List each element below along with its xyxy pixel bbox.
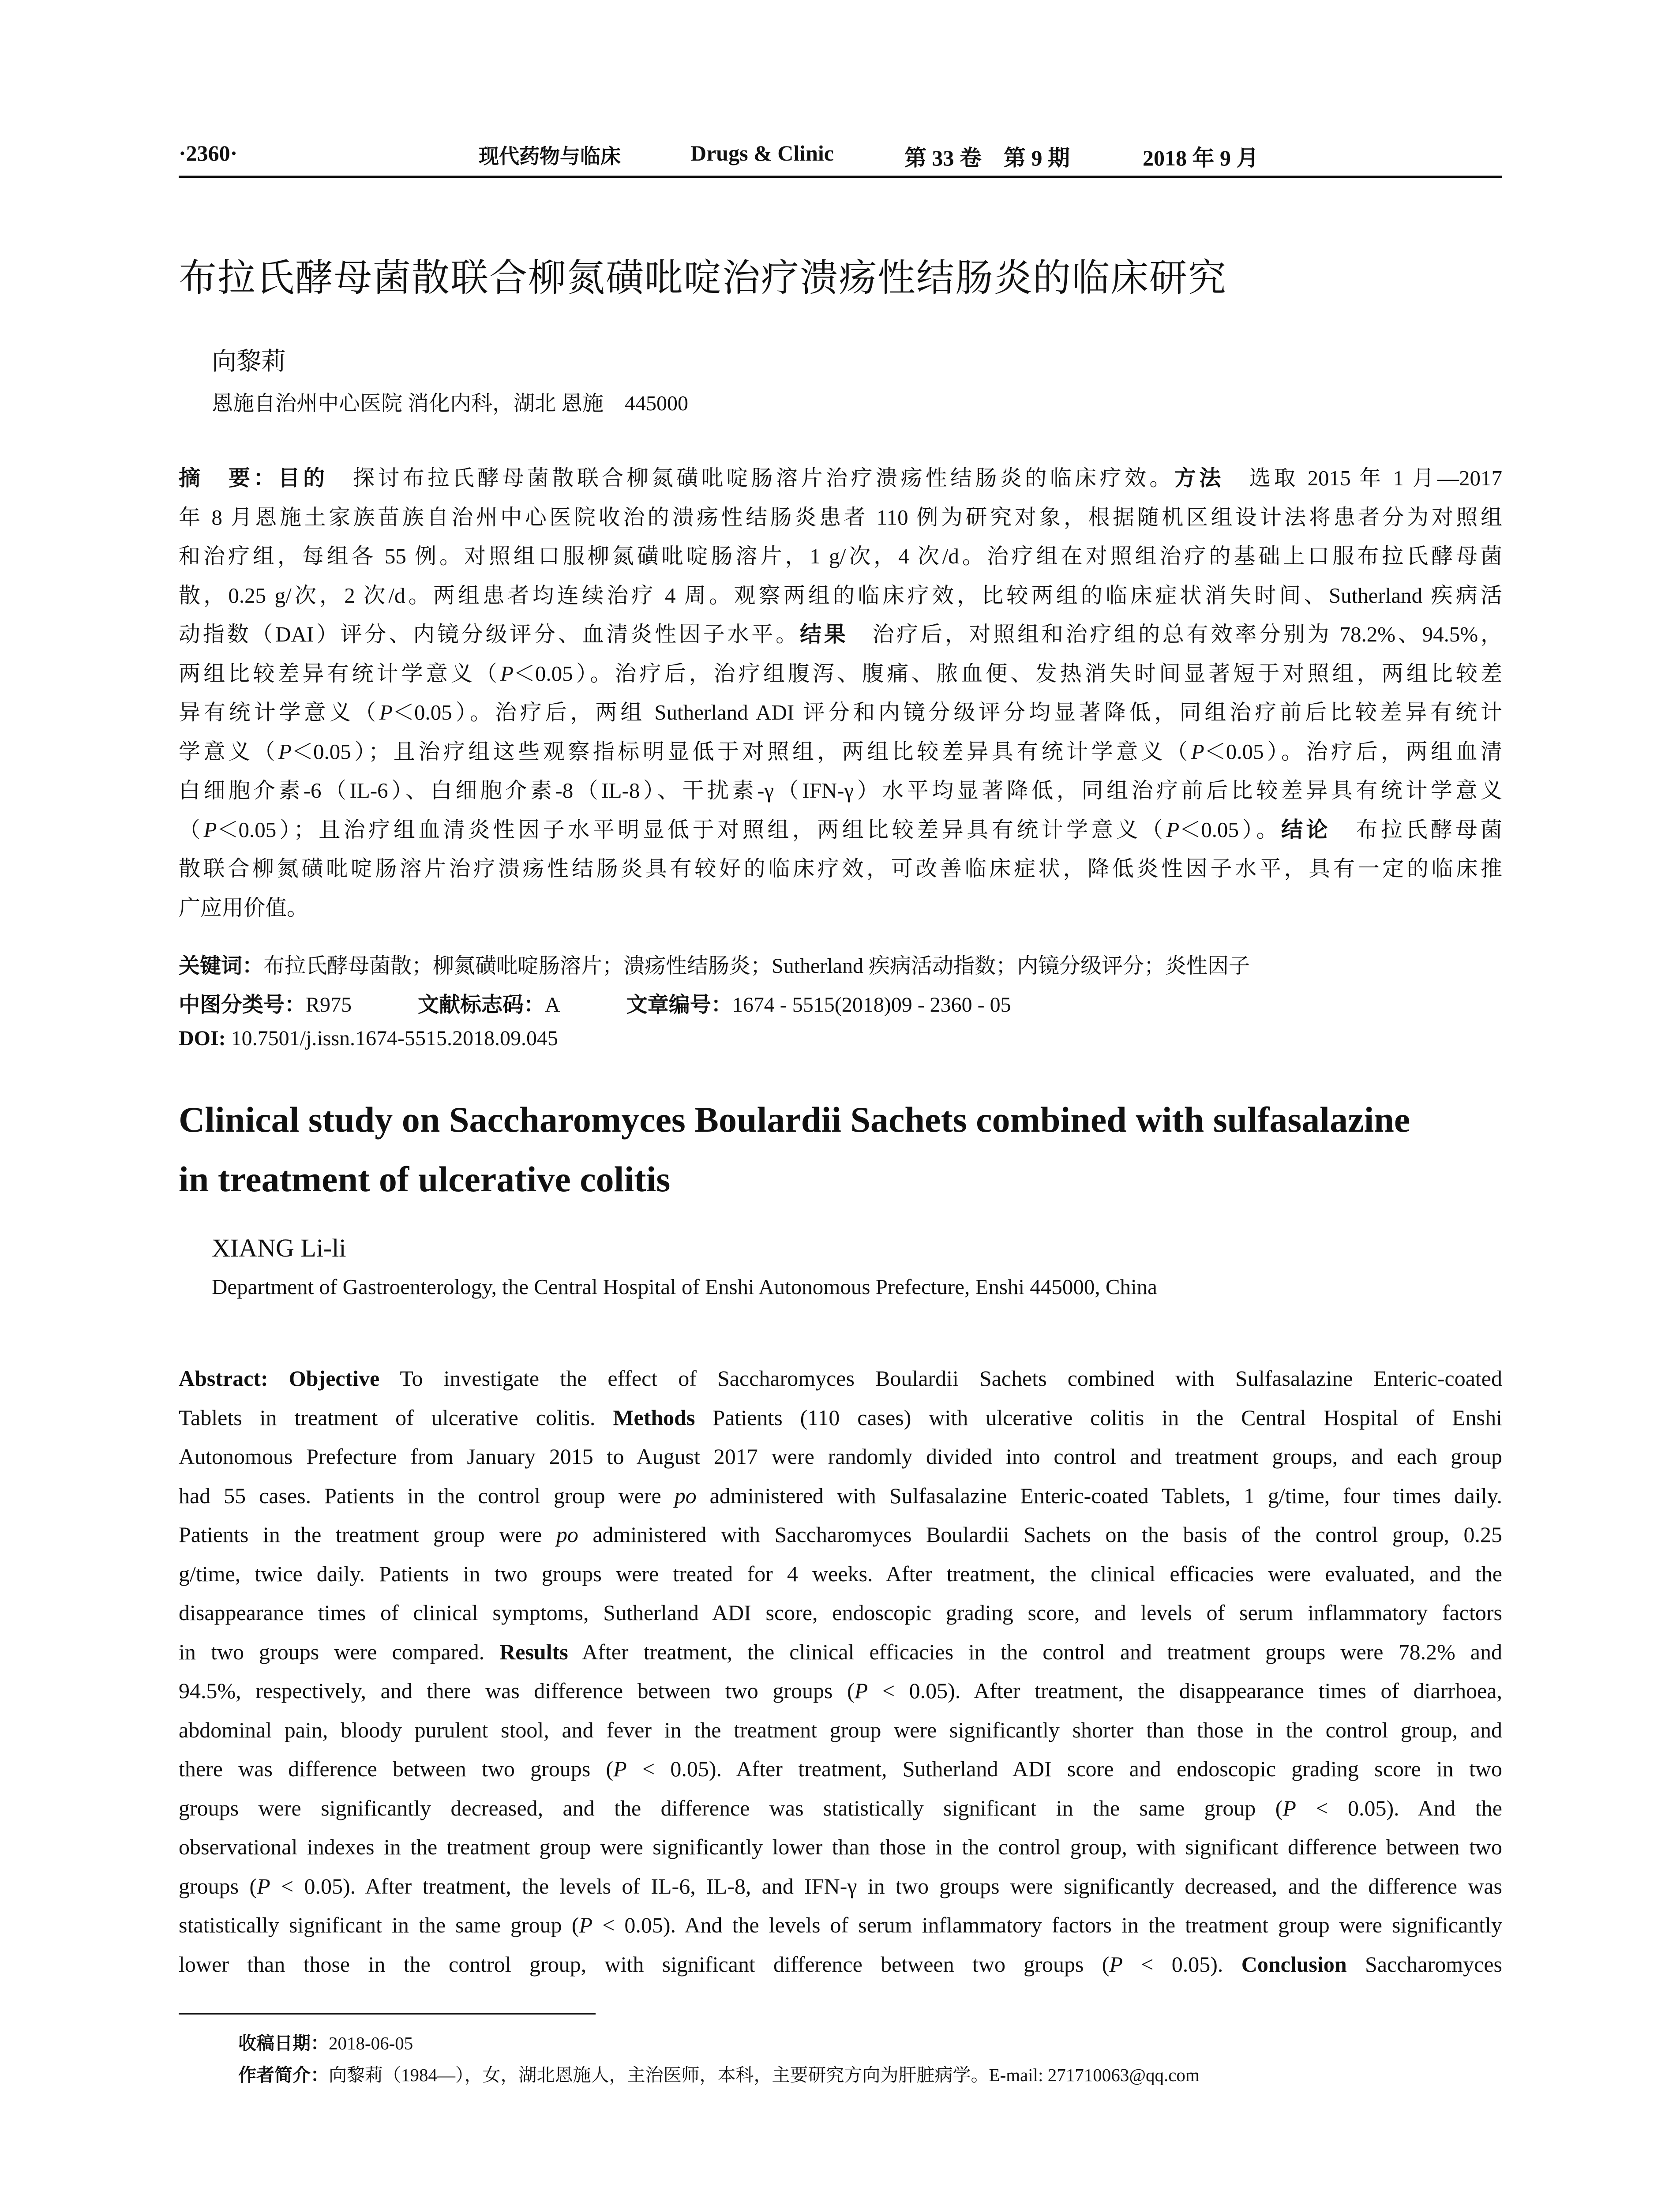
abstract-text: < 0.05).	[1122, 1951, 1241, 1977]
abstract-line	[179, 459, 1502, 498]
abstract-text: administered with Saccharomyces Boulardii Sachets on the basis of the control group, 0.25	[578, 1522, 1502, 1547]
abstract-heading: Methods	[613, 1405, 695, 1430]
abstract-text: 散联合柳氮磺吡啶肠溶片治疗溃疡性结肠炎具有较好的临床疗效，可改善临床症状，降低炎性因子水平，具有一定的临床推	[179, 856, 1502, 881]
affiliation-cn: 恩施自治州中心医院 消化内科，湖北 恩施 445000	[212, 392, 689, 415]
abstract-text: P	[500, 661, 514, 686]
article-no-label: 文章编号：	[626, 992, 732, 1017]
abstract-text: ＜0.05）。治疗后，两组 Sutherland ADI 评分和内镜分级评分均显著降低，同组治疗前后比较差异有统计	[392, 700, 1502, 724]
abstract-text: po	[556, 1522, 578, 1547]
journal-name-cn: 现代药物与临床	[479, 144, 621, 168]
abstract-text: groups were significantly decreased, and the difference was statistically significant in the same group (	[179, 1795, 1283, 1820]
footnote-rule	[179, 2013, 596, 2015]
abstract-text: groups (	[179, 1873, 257, 1898]
abstract-heading: Conclusion	[1241, 1951, 1347, 1977]
issue-date: 2018 年 9 月	[1143, 146, 1259, 170]
doi-value[interactable]: 10.7501/j.issn.1674-5515.2018.09.045	[231, 1027, 559, 1050]
abstract-text: P	[1109, 1951, 1123, 1977]
abstract-text: ＜0.05）。治疗后，治疗组腹泻、腹痛、脓血便、发热消失时间显著短于对照组，两组比较差	[513, 661, 1502, 686]
abstract-text: 学意义（	[179, 739, 279, 764]
abstract-line	[179, 576, 1502, 615]
abstract-line	[179, 1671, 1502, 1711]
running-header	[179, 140, 1502, 172]
abstract-text: there was difference between two groups (	[179, 1756, 614, 1781]
title-en-line-1: Clinical study on Saccharomyces Boulardii Sachets combined with sulfasalazine	[179, 1099, 1410, 1140]
abstract-text: P	[379, 700, 393, 724]
article-no-value: 1674 - 5515(2018)09 - 2360 - 05	[732, 993, 1011, 1017]
abstract-text: po	[674, 1483, 697, 1508]
author-name-cn: 向黎莉	[212, 348, 286, 375]
abstract-text: P	[1166, 817, 1180, 842]
abstract-text: < 0.05). After treatment, the levels of IL-6, IL-8, and IFN-γ in two groups were significantly decreased, and the difference was	[270, 1873, 1502, 1898]
received-date	[238, 2029, 413, 2055]
abstract-line	[179, 771, 1502, 810]
volume-issue: 第 33 卷 第 9 期	[904, 146, 1070, 170]
abstract-text: had 55 cases. Patients in the control group were	[179, 1483, 675, 1508]
abstract-text: Saccharomyces	[1346, 1951, 1502, 1977]
abstract-text: administered with Sulfasalazine Enteric-coated Tablets, 1 g/time, four times daily.	[696, 1483, 1502, 1508]
abstract-text: 年 8 月恩施土家族苗族自治州中心医院收治的溃疡性结肠炎患者 110 例为研究对象，根据随机区组设计法将患者分为对照组	[179, 505, 1502, 529]
abstract-text: 和治疗组，每组各 55 例。对照组口服柳氮磺吡啶肠溶片，1 g/次，4 次/d。治疗组在对照组治疗的基础上口服布拉氏酵母菌	[179, 544, 1502, 568]
abstract-text: statistically significant in the same group (	[179, 1913, 579, 1937]
abstract-text: P	[257, 1873, 270, 1898]
abstract-text: P	[1282, 1795, 1296, 1820]
abstract-line	[179, 654, 1502, 694]
abstract-line	[179, 498, 1502, 537]
abstract-text: Autonomous Prefecture from January 2015 to August 2017 were randomly divided into control and treatment groups, and each group	[179, 1444, 1502, 1469]
abstract-text: After treatment, the clinical efficacies in the control and treatment groups were 78.2% and	[568, 1639, 1502, 1664]
abstract-text: 两组比较差异有统计学意义（	[179, 661, 500, 686]
abstract-line	[179, 693, 1502, 732]
abstract-text: 布拉氏酵母菌	[1331, 817, 1502, 842]
abstract-text: Tablets in treatment of ulcerative colitis.	[179, 1405, 613, 1430]
abstract-text: < 0.05). After treatment, Sutherland ADI score and endoscopic grading score in two	[626, 1756, 1502, 1781]
abstract-text: P	[854, 1678, 868, 1703]
abstract-text: 散，0.25 g/次，2 次/d。两组患者均连续治疗 4 周。观察两组的临床疗效，比较两组的临床症状消失时间、Sutherland 疾病活	[179, 583, 1502, 608]
article-title-cn: 布拉氏酵母菌散联合柳氮磺吡啶治疗溃疡性结肠炎的临床研究	[179, 256, 1227, 300]
abstract-line	[179, 849, 1502, 889]
abstract-text: P	[1191, 739, 1204, 764]
abstract-text: 动指数（DAI）评分、内镜分级评分、血清炎性因子水平。	[179, 622, 800, 646]
abstract-text: in two groups were compared.	[179, 1639, 500, 1664]
author-bio	[238, 2060, 1200, 2086]
abstract-text: P	[613, 1756, 627, 1781]
abstract-line	[179, 1867, 1502, 1906]
abstract-text: abdominal pain, bloody purulent stool, and fever in the treatment group were significantly shorter than those in the control group, and	[179, 1717, 1502, 1742]
abstract-text: lower than those in the control group, with significant difference between two groups (	[179, 1951, 1110, 1977]
abstract-line	[179, 1554, 1502, 1594]
abstract-en	[179, 1359, 1502, 1984]
keywords-cn	[179, 949, 1502, 979]
bio-label: 作者简介：	[238, 2064, 329, 2086]
abstract-line	[179, 1476, 1502, 1516]
abstract-heading: 结果	[799, 622, 848, 646]
abstract-text: 广应用价值。	[179, 895, 309, 920]
abstract-line	[179, 1789, 1502, 1828]
abstract-text: P	[278, 739, 292, 764]
keywords-text: 布拉氏酵母菌散；柳氮磺吡啶肠溶片；溃疡性结肠炎；Sutherland 疾病活动指数；内镜分级评分；炎性因子	[263, 954, 1250, 978]
abstract-line	[179, 810, 1502, 850]
received-label: 收稿日期：	[238, 2033, 329, 2054]
abstract-line	[179, 732, 1502, 772]
abstract-text: ＜0.05）。	[1179, 817, 1281, 842]
abstract-text: ＜0.05）；且治疗组这些观察指标明显低于对照组，两组比较差异具有统计学意义（	[291, 739, 1191, 764]
doc-code-label: 文献标志码：	[418, 992, 545, 1017]
abstract-text: 探讨布拉氏酵母菌散联合柳氮磺吡啶肠溶片治疗溃疡性结肠炎的临床疗效。	[328, 466, 1174, 490]
abstract-text: ＜0.05）。治疗后，两组血清	[1204, 739, 1502, 764]
abstract-text: 异有统计学意义（	[179, 700, 380, 724]
abstract-text: 选取 2015 年 1 月—2017	[1224, 466, 1502, 490]
abstract-heading: Results	[499, 1639, 568, 1664]
abstract-heading: 方法	[1174, 466, 1224, 490]
journal-name-en: Drugs & Clinic	[690, 141, 834, 165]
abstract-line	[179, 1398, 1502, 1437]
abstract-text: 治疗后，对照组和治疗组的总有效率分别为 78.2%、94.5%，	[848, 622, 1502, 646]
doi-label: DOI:	[179, 1027, 226, 1050]
abstract-line	[179, 1437, 1502, 1476]
abstract-cn	[179, 459, 1502, 927]
abstract-text: P	[579, 1913, 592, 1937]
title-en-line-2: in treatment of ulcerative colitis	[179, 1159, 671, 1199]
abstract-text: < 0.05). After treatment, the disappearance times of diarrhoea,	[868, 1678, 1502, 1703]
abstract-line	[179, 1359, 1502, 1398]
abstract-text: 白细胞介素-6（IL-6）、白细胞介素-8（IL-8）、干扰素-γ（IFN-γ）水平均显著降低，同组治疗前后比较差异具有统计学意义	[179, 778, 1502, 803]
abstract-text: < 0.05). And the	[1296, 1795, 1502, 1820]
abstract-line	[179, 1593, 1502, 1632]
abstract-line	[179, 1711, 1502, 1750]
clc-value: R975	[306, 993, 352, 1017]
affiliation-en: Department of Gastroenterology, the Central Hospital of Enshi Autonomous Prefecture, Enshi 445000, China	[212, 1275, 1157, 1299]
article-title-en	[179, 1090, 1524, 1209]
abstract-line	[179, 889, 1502, 928]
abstract-text: Patients (110 cases) with ulcerative colitis in the Central Hospital of Enshi	[695, 1405, 1502, 1430]
abstract-text: （	[179, 817, 204, 842]
abstract-line	[179, 1749, 1502, 1789]
abstract-text: 94.5%, respectively, and there was difference between two groups (	[179, 1678, 855, 1703]
page-number: ·2360·	[179, 141, 238, 165]
abstract-text: P	[203, 817, 217, 842]
abstract-text: g/time, twice daily. Patients in two groups were treated for 4 weeks. After treatment, the clinical efficacies were evaluated, and the	[179, 1561, 1502, 1586]
abstract-line	[179, 1515, 1502, 1554]
abstract-line	[179, 615, 1502, 654]
abstract-line	[179, 1632, 1502, 1672]
doc-code-value: A	[545, 993, 560, 1017]
abstract-text: To investigate the effect of Saccharomyces Boulardii Sachets combined with Sulfasalazine Enteric-coated	[379, 1366, 1502, 1391]
abstract-line	[179, 1827, 1502, 1867]
classification-line	[179, 987, 1502, 1018]
abstract-line	[179, 537, 1502, 576]
abstract-heading: Abstract: Objective	[179, 1366, 380, 1391]
abstract-line	[179, 1906, 1502, 1945]
abstract-text: disappearance times of clinical symptoms, Sutherland ADI score, endoscopic grading score, and levels of serum inflammatory factors	[179, 1600, 1502, 1625]
doi-line	[179, 1026, 1502, 1050]
abstract-text: < 0.05). And the levels of serum inflammatory factors in the treatment group were significantly	[592, 1913, 1502, 1937]
bio-text: 向黎莉（1984—），女，湖北恩施人，主治医师，本科，主要研究方向为肝脏病学。E-mail: 271710063@qq.com	[329, 2065, 1200, 2085]
abstract-text: Patients in the treatment group were	[179, 1522, 556, 1547]
keywords-label: 关键词：	[179, 953, 264, 978]
abstract-heading: 结论	[1281, 817, 1331, 842]
abstract-text: ＜0.05）；且治疗组血清炎性因子水平明显低于对照组，两组比较差异具有统计学意义（	[217, 817, 1166, 842]
author-name-en: XIANG Li-li	[212, 1234, 346, 1262]
abstract-heading: 摘 要：目的	[179, 466, 328, 490]
abstract-text: observational indexes in the treatment group were significantly lower than those in the control group, with significant difference between two	[179, 1835, 1502, 1859]
clc-label: 中图分类号：	[179, 992, 306, 1017]
abstract-line	[179, 1945, 1502, 1984]
received-value: 2018-06-05	[329, 2033, 413, 2053]
header-rule	[179, 176, 1502, 178]
